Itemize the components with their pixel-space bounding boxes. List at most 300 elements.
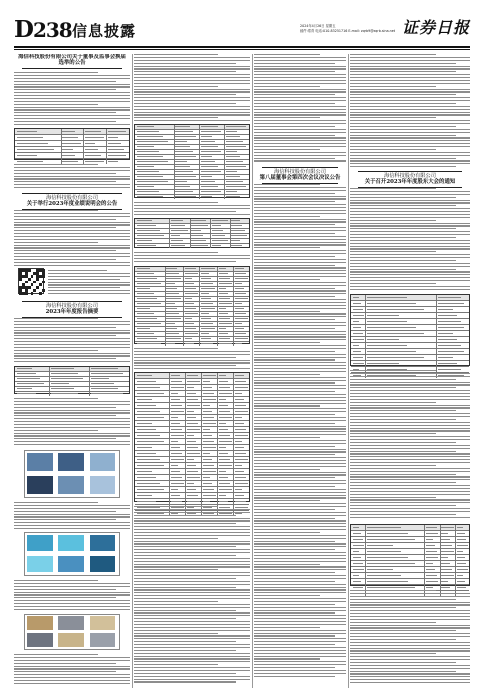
text-line xyxy=(254,89,346,90)
table-cell xyxy=(137,161,168,162)
table-cell xyxy=(108,131,126,132)
text-line xyxy=(350,211,470,212)
table-cell xyxy=(235,477,246,478)
text-line xyxy=(14,347,130,348)
table-cell xyxy=(108,149,124,150)
text-line xyxy=(350,103,456,104)
table-row xyxy=(15,392,129,396)
table-cell xyxy=(457,557,465,558)
table-cell xyxy=(235,298,248,299)
text-line xyxy=(350,673,470,674)
table-cell xyxy=(137,459,161,460)
text-line xyxy=(14,680,130,681)
text-line xyxy=(14,410,130,411)
text-line xyxy=(254,368,346,369)
text-line xyxy=(134,357,236,358)
text-line xyxy=(254,100,346,101)
text-line xyxy=(254,489,346,490)
text-line xyxy=(350,283,436,284)
text-line xyxy=(350,399,470,400)
text-line xyxy=(134,211,236,212)
table-cell xyxy=(91,393,123,394)
text-line xyxy=(254,592,346,593)
table-cell xyxy=(203,375,216,376)
table-cell xyxy=(219,288,226,289)
table-cell xyxy=(226,156,240,157)
table-cell xyxy=(17,149,54,150)
text-line xyxy=(254,152,346,153)
table-cell xyxy=(219,399,226,400)
text-line xyxy=(254,158,335,159)
text-line xyxy=(14,600,130,601)
text-line xyxy=(14,98,130,99)
qr-caption xyxy=(48,270,130,296)
text-line xyxy=(134,518,250,519)
text-line xyxy=(134,679,250,680)
text-line xyxy=(350,191,470,192)
text-line xyxy=(254,207,346,208)
text-line xyxy=(14,603,130,604)
table-cell xyxy=(438,345,461,346)
table-cell xyxy=(226,186,246,187)
text-line xyxy=(14,170,130,171)
text-line xyxy=(350,662,456,663)
notice-body-text xyxy=(14,654,130,686)
text-line xyxy=(134,647,250,648)
text-line xyxy=(254,443,346,444)
notice-body-text xyxy=(254,54,346,163)
table-cell xyxy=(235,303,242,304)
text-line xyxy=(254,313,346,314)
text-line xyxy=(254,57,346,58)
text-line xyxy=(14,332,130,333)
table-cell xyxy=(187,405,200,406)
table-cell xyxy=(201,298,211,299)
table-cell xyxy=(235,268,244,269)
text-line xyxy=(350,648,470,649)
text-line xyxy=(350,430,470,431)
page-number: D238 xyxy=(14,16,72,43)
table-cell xyxy=(226,151,237,152)
text-line xyxy=(254,532,320,533)
table-cell xyxy=(137,141,168,142)
table-cell xyxy=(166,298,181,299)
table-cell xyxy=(175,136,195,137)
text-line xyxy=(14,430,98,431)
table-cell xyxy=(219,423,226,424)
table-cell xyxy=(226,141,243,142)
text-line xyxy=(254,97,346,98)
table-cell xyxy=(187,435,194,436)
text-line xyxy=(254,523,346,524)
table-cell xyxy=(235,501,246,502)
table-cell xyxy=(137,278,157,279)
text-line xyxy=(134,365,236,366)
text-line xyxy=(350,202,470,203)
text-line xyxy=(350,254,470,255)
table-cell xyxy=(201,283,214,284)
table-cell xyxy=(185,308,196,309)
table-cell xyxy=(441,563,450,564)
table-cell xyxy=(219,298,230,299)
table-cell xyxy=(367,309,424,310)
text-line xyxy=(350,205,456,206)
text-line xyxy=(254,449,346,450)
table-cell xyxy=(17,373,36,374)
table-cell xyxy=(137,235,165,236)
table-cell xyxy=(191,230,200,231)
text-line xyxy=(254,382,335,383)
table-cell xyxy=(201,146,218,147)
text-line xyxy=(350,514,456,515)
text-line xyxy=(14,353,130,354)
table-cell xyxy=(438,357,453,358)
text-line xyxy=(350,149,436,150)
table-cell xyxy=(137,166,154,167)
table-cell xyxy=(457,575,463,576)
text-line xyxy=(254,83,346,84)
text-line xyxy=(134,601,218,602)
text-line xyxy=(254,74,346,75)
table-cell xyxy=(457,569,468,570)
text-line xyxy=(350,289,470,290)
text-line xyxy=(14,358,116,359)
table-cell xyxy=(85,143,95,144)
text-line xyxy=(134,615,250,616)
text-line xyxy=(350,228,456,229)
table-cell xyxy=(137,298,157,299)
table-cell xyxy=(137,268,150,269)
text-line xyxy=(350,396,470,397)
table-cell xyxy=(175,196,195,197)
notice-3-header xyxy=(14,300,130,319)
text-line xyxy=(350,656,470,657)
table-cell xyxy=(137,399,152,400)
table-cell xyxy=(137,328,150,329)
table-cell xyxy=(175,151,192,152)
table-cell xyxy=(353,297,359,298)
notice-body-text xyxy=(134,348,250,371)
text-line xyxy=(350,379,456,380)
table-cell xyxy=(171,240,183,241)
table-cell xyxy=(187,501,200,502)
table-cell xyxy=(203,483,212,484)
notice-4-body xyxy=(254,184,346,679)
table-cell xyxy=(108,143,121,144)
table-cell xyxy=(219,308,226,309)
table-cell xyxy=(185,268,196,269)
table-cell xyxy=(203,465,214,466)
table-cell xyxy=(166,283,174,284)
text-line xyxy=(254,529,346,530)
text-line xyxy=(350,508,470,509)
table-cell xyxy=(185,318,192,319)
text-line xyxy=(254,566,346,567)
table-cell xyxy=(219,323,232,324)
table-cell xyxy=(203,387,212,388)
table-cell xyxy=(137,225,156,226)
table-cell xyxy=(426,581,438,582)
text-line xyxy=(14,508,130,509)
text-line xyxy=(14,438,116,439)
text-line xyxy=(254,587,346,588)
text-line xyxy=(254,160,346,161)
text-line xyxy=(350,94,456,95)
text-line xyxy=(254,117,320,118)
text-line xyxy=(254,290,346,291)
text-line xyxy=(14,124,130,125)
text-line xyxy=(254,239,346,240)
text-line xyxy=(254,423,335,424)
text-line xyxy=(350,610,470,611)
table-cell xyxy=(353,533,361,534)
text-line xyxy=(350,83,470,84)
table-cell xyxy=(137,151,159,152)
table-cell xyxy=(137,323,161,324)
text-line xyxy=(134,584,250,585)
text-line xyxy=(14,187,130,188)
text-line xyxy=(254,201,335,202)
text-line xyxy=(254,336,346,337)
text-line xyxy=(254,434,346,435)
text-line xyxy=(134,624,250,625)
table-cell xyxy=(353,551,359,552)
table-cell xyxy=(187,411,194,412)
table-cell xyxy=(235,423,244,424)
text-line xyxy=(48,276,130,277)
text-line xyxy=(14,660,130,661)
text-line xyxy=(14,666,130,667)
text-line xyxy=(254,512,346,513)
table-cell xyxy=(235,387,248,388)
text-line xyxy=(254,193,335,194)
table-cell xyxy=(219,429,228,430)
text-line xyxy=(350,636,470,637)
product-image xyxy=(27,535,53,552)
text-line xyxy=(134,71,236,72)
table-cell xyxy=(426,545,435,546)
text-line xyxy=(350,112,470,113)
text-line xyxy=(14,589,116,590)
text-line xyxy=(14,412,130,413)
text-line xyxy=(350,246,470,247)
text-line xyxy=(350,459,470,460)
text-line xyxy=(134,561,250,562)
table-cell xyxy=(219,303,232,304)
table-cell xyxy=(235,381,246,382)
column-4 xyxy=(350,54,470,688)
text-line xyxy=(254,273,346,274)
text-line xyxy=(254,612,335,613)
text-line xyxy=(254,518,335,519)
text-line xyxy=(350,77,470,78)
table-cell xyxy=(219,338,230,339)
table-row xyxy=(135,195,249,199)
table-cell xyxy=(441,527,453,528)
table-cell xyxy=(108,137,118,138)
text-line xyxy=(14,176,130,177)
table-cell xyxy=(353,303,361,304)
text-line xyxy=(134,83,250,84)
table-cell xyxy=(367,557,408,558)
text-line xyxy=(48,290,130,291)
table-cell xyxy=(426,539,433,540)
text-line xyxy=(350,370,436,371)
text-line xyxy=(254,670,346,671)
text-line xyxy=(14,184,130,185)
masthead xyxy=(14,18,470,46)
table-cell xyxy=(201,323,214,324)
text-line xyxy=(350,442,456,443)
notice-2-body xyxy=(14,210,130,268)
text-line xyxy=(254,469,320,470)
text-line xyxy=(254,437,320,438)
text-line xyxy=(254,615,346,616)
table-cell xyxy=(212,245,221,246)
date-line: 2024年4月26日 星期五 xyxy=(300,24,336,28)
text-line xyxy=(254,480,346,481)
section-title: 信息披露 xyxy=(72,22,137,40)
text-line xyxy=(48,282,130,283)
table-cell xyxy=(219,417,232,418)
text-line xyxy=(350,143,470,144)
notice-3-title: 海信科技股份有限公司 2023年年度报告摘要 xyxy=(45,303,99,316)
text-line xyxy=(134,572,250,573)
column-divider xyxy=(348,54,349,688)
table-cell xyxy=(201,126,218,127)
table-cell xyxy=(457,533,465,534)
table-cell xyxy=(203,447,216,448)
text-line xyxy=(350,433,436,434)
table-cell xyxy=(235,323,242,324)
text-line xyxy=(350,200,470,201)
text-line xyxy=(14,344,130,345)
text-line xyxy=(254,420,346,421)
text-line xyxy=(254,259,346,260)
notice-5-header xyxy=(350,170,470,189)
table-cell xyxy=(367,587,415,588)
table-cell xyxy=(171,381,182,382)
table-cell xyxy=(187,483,194,484)
table-cell xyxy=(137,405,156,406)
table-cell xyxy=(201,171,221,172)
text-line xyxy=(254,497,346,498)
text-line xyxy=(14,435,130,436)
table-cell xyxy=(219,393,232,394)
table-cell xyxy=(438,303,465,304)
table-cell xyxy=(201,191,221,192)
table-cell xyxy=(171,235,180,236)
table-cell xyxy=(201,186,218,187)
table-cell xyxy=(171,477,182,478)
text-line xyxy=(254,187,346,188)
masthead-rule xyxy=(14,46,470,48)
table-cell xyxy=(226,176,240,177)
text-line xyxy=(254,446,335,447)
table-cell xyxy=(137,417,165,418)
text-line xyxy=(254,676,335,677)
company-info-table xyxy=(14,366,130,394)
text-line xyxy=(254,664,346,665)
table-cell xyxy=(191,220,205,221)
text-line xyxy=(350,505,456,506)
text-line xyxy=(134,91,250,92)
table-cell xyxy=(203,411,212,412)
text-line xyxy=(134,117,218,118)
table-cell xyxy=(201,268,216,269)
table-cell xyxy=(201,273,209,274)
text-line xyxy=(350,633,470,634)
text-line xyxy=(350,137,470,138)
table-cell xyxy=(219,343,232,344)
text-line xyxy=(134,520,250,521)
table-cell xyxy=(91,383,114,384)
text-line xyxy=(350,106,470,107)
notice-1-header xyxy=(14,54,130,70)
table-cell xyxy=(441,557,448,558)
text-line xyxy=(254,630,346,631)
table-cell xyxy=(219,435,230,436)
text-line xyxy=(254,216,320,217)
text-line xyxy=(254,66,346,67)
column-divider xyxy=(132,54,133,688)
text-line xyxy=(350,422,470,423)
notice-5-title: 海信科技股份有限公司 关于召开2023年年度股东大会的通知 xyxy=(364,173,456,186)
notice-body-text xyxy=(14,580,130,612)
text-line xyxy=(254,388,346,389)
text-line xyxy=(350,146,470,147)
table-cell xyxy=(235,278,248,279)
table-cell xyxy=(51,373,79,374)
text-line xyxy=(350,152,470,153)
table-cell xyxy=(441,545,452,546)
text-line xyxy=(14,318,98,319)
table-cell xyxy=(235,405,246,406)
product-image xyxy=(27,556,53,573)
text-line xyxy=(254,607,346,608)
text-line xyxy=(350,188,436,189)
text-line xyxy=(254,451,346,452)
text-line xyxy=(350,194,470,195)
table-cell xyxy=(203,459,212,460)
text-line xyxy=(350,100,470,101)
table-cell xyxy=(235,399,244,400)
table-cell xyxy=(235,308,244,309)
table-cell xyxy=(235,283,242,284)
text-line xyxy=(350,448,470,449)
table-cell xyxy=(457,563,467,564)
text-line xyxy=(134,109,250,110)
text-line xyxy=(254,472,346,473)
text-line xyxy=(14,683,130,684)
table-cell xyxy=(367,327,416,328)
table-cell xyxy=(191,245,208,246)
table-cell xyxy=(219,278,230,279)
table-cell xyxy=(441,569,452,570)
table-cell xyxy=(353,539,363,540)
text-line xyxy=(254,331,346,332)
text-line xyxy=(350,599,456,600)
text-line xyxy=(254,460,346,461)
table-cell xyxy=(17,378,41,379)
text-line xyxy=(254,140,346,141)
text-line xyxy=(254,334,346,335)
text-line xyxy=(254,120,346,121)
text-line xyxy=(14,256,130,257)
table-cell xyxy=(457,551,463,552)
table-cell xyxy=(219,501,228,502)
text-line xyxy=(254,132,346,133)
